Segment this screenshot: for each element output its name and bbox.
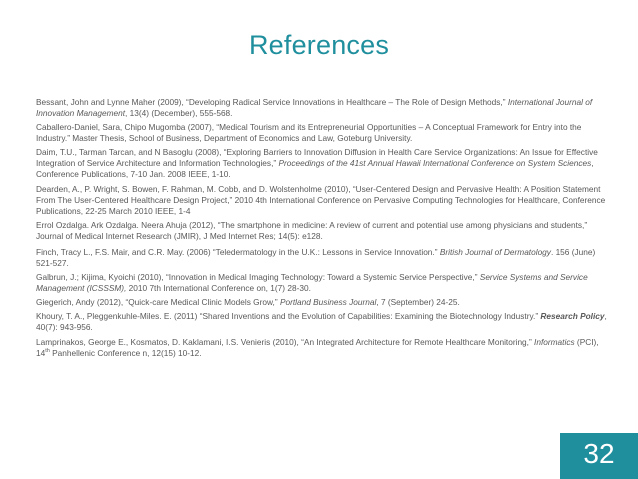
page-number-box (560, 433, 638, 479)
ref-source: Proceedings of the 41st Annual Hawaii International Conference on System Sciences (278, 158, 592, 169)
ref-source: Research Policy (540, 311, 605, 322)
ref-source: Informatics (534, 336, 575, 347)
slide-title: References (248, 30, 390, 60)
ref-text: Errol Ozdalga. Ark Ozdalga. Neera Ahuja (2012), “The smartphone in medicine: A review of current and potential use among physicians and students,” Journal of Medical Internet Research (JMIR), J Med Internet Res; 14(5): e128. (36, 219, 588, 241)
ref-text: Bessant, John and Lynne Maher (2009), “Developing Radical Service Innovations in Healthcare – The Role of Design Methods,” (36, 97, 508, 107)
reference-item (36, 184, 612, 217)
reference-list (36, 97, 612, 362)
ref-source: International Journal of Innovation Management (36, 97, 593, 118)
reference-item (36, 247, 612, 269)
page-number: 32 (583, 438, 615, 469)
ref-source: British Journal of Dermatology (439, 246, 551, 257)
ref-details: (PCI), 14 (36, 336, 599, 358)
reference-item (36, 147, 612, 180)
ref-details-end: Panhellenic Conference n, 12(15) 10-12. (49, 347, 202, 358)
ref-text: Khoury, T. A., Pleggenkuhle-Miles. E. (2011) “Shared Inventions and the Evolution of Capabilities: Examining the Biotechnology Industry.” (36, 311, 541, 322)
ref-details: , 40(7): 943-956. (36, 311, 607, 333)
ref-text: Giegerich, Andy (2012), “Quick-care Medical Clinic Models Grow,” (36, 297, 280, 308)
reference-item (36, 297, 612, 308)
reference-item (36, 97, 612, 119)
reference-item (36, 272, 612, 294)
ref-text: Caballero-Daniel, Sara, Chipo Mugomba (2007), “Medical Tourism and its Entrepreneurial Opportunities – A Conceptual Framework for Entry into the Industry.” Master Thesis, School of Business, Department of Economics and Law, Goteburg University. (36, 122, 582, 144)
ref-details: , Conference Publications, 7-10 Jan. 2008 IEEE, 1-10. (36, 158, 594, 180)
ref-details: . 156 (June) 521-527. (36, 246, 596, 268)
reference-item (36, 220, 612, 242)
ref-source: Portland Business Journal (279, 297, 377, 308)
reference-item (36, 311, 612, 333)
ref-source: Service Systems and Service Management (ICSSSM), (36, 271, 588, 293)
ref-superscript: th (45, 347, 50, 354)
ref-text: Dearden, A., P. Wright, S. Bowen, F. Rahman, M. Cobb, and D. Wolstenholme (2010), “User-Centered Design and Pervasive Health: A Position Statement From The User-Centered Healthcare Design Project,” 2010 4th International Conference on Pervasive Computing Technologies for Healthcare, Conference Publications, 22-25 March 2010 IEEE, 1-4 (36, 183, 606, 216)
ref-details: , 13(4) (December), 555-568. (125, 108, 233, 118)
ref-details: 2010 7th International Conference on, 1(7) 28-30. (126, 282, 311, 293)
reference-item (36, 337, 612, 359)
ref-text: Galbrun, J.; Kijima, Kyoichi (2010), “Innovation in Medical Imaging Technology: Toward a Systemic Service Perspective,” (36, 271, 480, 282)
ref-details: , 7 (September) 24-25. (376, 297, 460, 308)
ref-text: Daim, T.U., Tarman Tarcan, and N Basoglu (2008), “Exploring Barriers to Innovation Diffusion in Health Care Service Organizations: An Issue for Effective Integration of Service Architecture and Information Technologies,” (36, 147, 598, 169)
ref-text: Lamprinakos, George E., Kosmatos, D. Kaklamani, I.S. Venieris (2010), “An Integrated Architecture for Remote Healthcare Monitoring,” (36, 336, 535, 347)
ref-text: Finch, Tracy L., F.S. Mair, and C.R. May. (2006) “Teledermatology in the U.K.: Lessons in Service Innovation.” (36, 246, 440, 257)
reference-item (36, 122, 612, 144)
